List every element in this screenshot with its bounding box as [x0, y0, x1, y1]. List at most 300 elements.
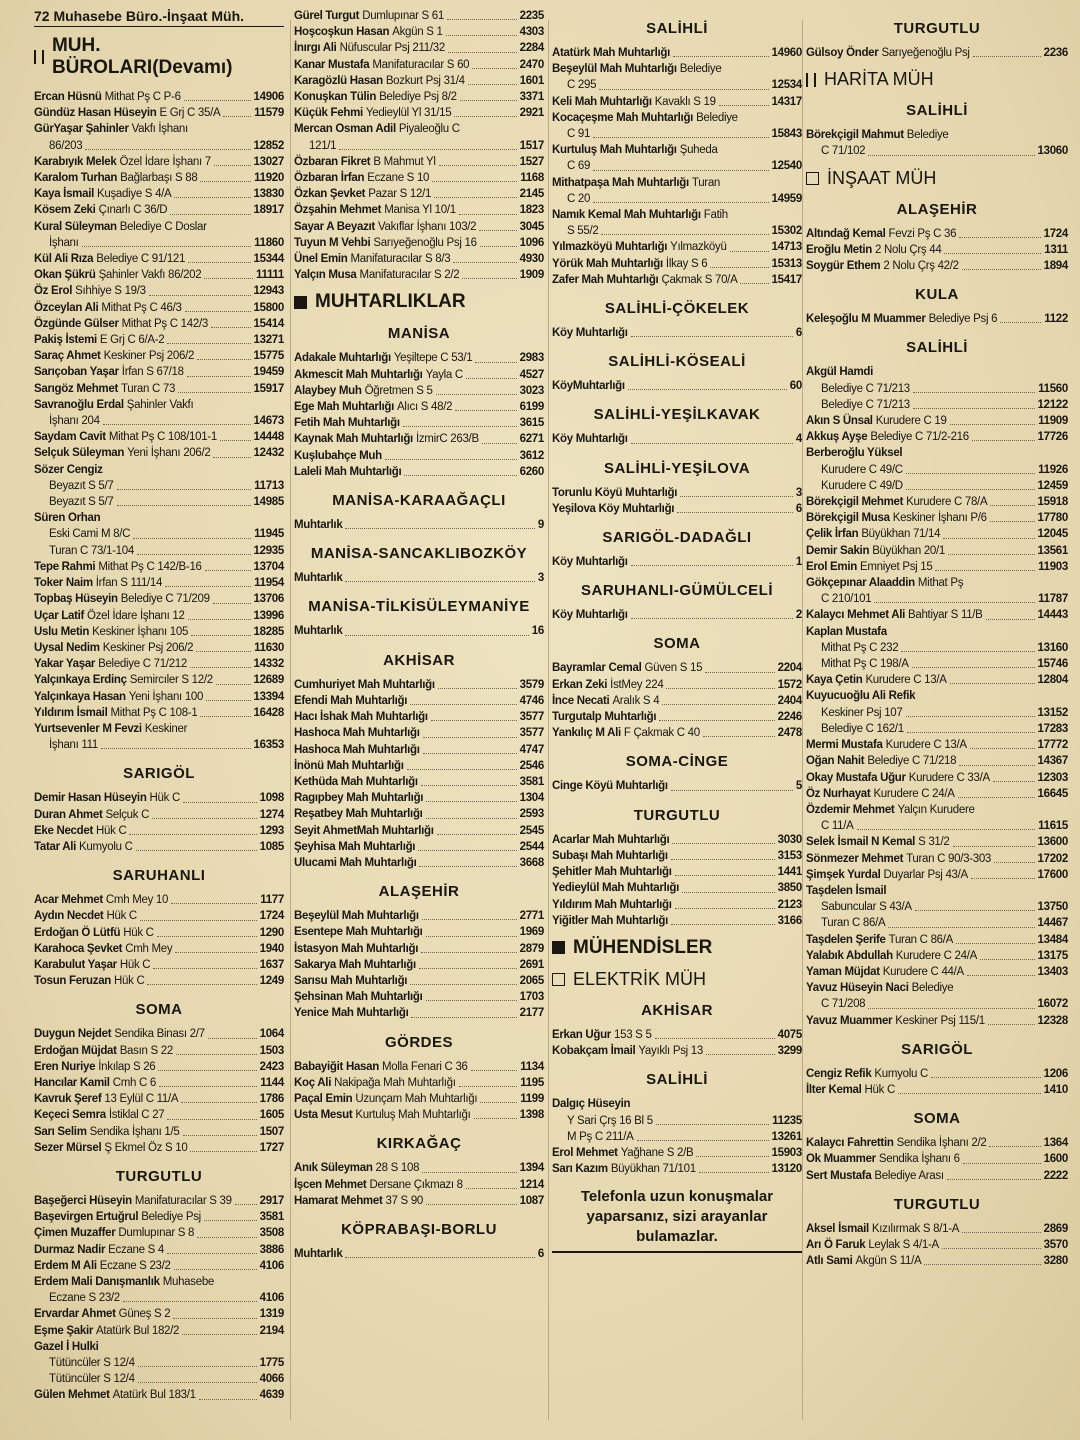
listing-phone: 3280: [1043, 1255, 1068, 1268]
leader-dots: [671, 859, 775, 860]
listing-address: Keskiner İşhanı P/6: [892, 512, 987, 525]
listing-row: [34, 251, 284, 267]
listing-phone: 3: [537, 572, 544, 585]
listing-row: [552, 709, 802, 725]
listing-name: Sezer Mürsel: [34, 1141, 102, 1154]
listing-phone: 4066: [259, 1373, 284, 1386]
leader-dots: [677, 512, 793, 513]
listing-phone: 1311: [1044, 243, 1068, 256]
listing-name: Laleli Mah Muhtarlığı: [294, 465, 402, 478]
listing-address: Kurudere C 44/A: [882, 965, 964, 978]
listing-address: Emniyet Psj 15: [859, 560, 933, 573]
listing-name: Hoşcoşkun Hasan: [294, 26, 390, 39]
listing-address: Kurudere C 13/A: [865, 674, 947, 687]
listing-phone: 13830: [253, 188, 284, 201]
listing-address: Tütüncüler S 12/4: [49, 1373, 135, 1386]
leader-dots: [426, 1204, 517, 1205]
listing-phone: 2145: [519, 188, 544, 201]
listing-row: [294, 1160, 544, 1176]
listing-address: S 55/2: [567, 225, 599, 238]
listing-phone: 14317: [771, 95, 802, 108]
listing-row: [34, 1225, 284, 1241]
listing-row: [294, 1107, 544, 1123]
leader-dots: [167, 343, 250, 344]
listing-row: [34, 689, 284, 705]
listing-row: [294, 219, 544, 235]
listing-row: [806, 948, 1068, 964]
leader-dots: [153, 968, 256, 969]
listing-address: Muhasebe: [162, 1276, 215, 1288]
listing-row: [294, 251, 544, 267]
leader-dots: [204, 1220, 257, 1221]
listing-address: Ş Ekmel Öz S 10: [104, 1141, 188, 1154]
listing-row: [34, 1242, 284, 1258]
listing-address: Kavaklı S 19: [654, 95, 716, 108]
listing-row: [34, 1140, 284, 1156]
listing-phone: 2691: [519, 958, 544, 971]
listing-address: Belediye C 71/212: [98, 658, 187, 671]
listing-name: Yiğitler Mah Muhtarlığı: [552, 914, 668, 927]
listing-phone: 11713: [254, 479, 284, 492]
listing-row: [806, 737, 1068, 753]
leader-dots: [438, 688, 517, 689]
listing-name: Konuşkan Tülin: [294, 91, 377, 104]
leader-dots: [947, 1179, 1041, 1180]
listing-address: 28 S 108: [375, 1162, 420, 1175]
listing-row: [294, 941, 544, 957]
listing-address: Kurudere C 49/C: [821, 463, 903, 476]
listing-name: Karalom Turhan: [34, 172, 118, 185]
listing-phone: 5: [795, 780, 802, 793]
listing-address: Atatürk Bul 183/1: [112, 1389, 196, 1402]
listing-address: Belediye Psj: [141, 1211, 201, 1224]
listing-row: [34, 1387, 284, 1403]
listing-name: Özdemir Mehmet: [806, 803, 895, 816]
leader-dots: [971, 878, 1035, 879]
listing-row: [552, 1129, 802, 1145]
city-heading: SOMA: [913, 1110, 961, 1128]
listing-phone: 13561: [1037, 544, 1068, 557]
listing-phone: 1503: [259, 1044, 284, 1057]
leader-dots: [906, 716, 1035, 717]
listing-name: Subaşı Mah Muhtarlığı: [552, 849, 668, 862]
city-heading: TURGUTLU: [633, 806, 721, 824]
listing-row: [294, 105, 544, 121]
listing-name: Reşatbey Mah Muhtarlığı: [294, 808, 423, 821]
listing-row: [34, 1124, 284, 1140]
listing-address: Sendika İşhanı 2/2: [896, 1137, 987, 1150]
listing-name: Hashoca Mah Muhtarlığı: [294, 727, 420, 740]
listing-row: [34, 478, 284, 494]
leader-dots: [200, 716, 250, 717]
leader-dots: [188, 619, 251, 620]
listing-name: Erdoğan Müjdat: [34, 1044, 117, 1057]
listing-phone: 2194: [259, 1324, 284, 1337]
leader-dots: [190, 667, 251, 668]
listing-name: Soygür Ethem: [806, 260, 881, 273]
listing-phone: 1195: [520, 1076, 544, 1089]
notice-line: bulamazlar.: [636, 1228, 718, 1246]
leader-dots: [197, 1237, 256, 1238]
leader-dots: [466, 1188, 517, 1189]
listing-name: Kurtuluş Mah Muhtarlığı: [552, 144, 677, 157]
listing-row: [806, 672, 1068, 688]
leader-dots: [404, 475, 516, 476]
listing-address: Uzunçam Mah Muhtarlığı: [355, 1092, 478, 1105]
listing-row: [806, 591, 1068, 607]
city-heading: SALİHLİ: [646, 20, 708, 37]
leader-dots: [913, 392, 1035, 393]
leader-dots: [970, 748, 1035, 749]
listing-phone: 16072: [1037, 998, 1068, 1011]
listing-name: Kural Süleyman: [34, 220, 117, 233]
listing-name: Yalçınkaya Hasan: [34, 690, 126, 703]
listing-name: Ragıpbey Mah Muhtarlığı: [294, 792, 424, 805]
listing-phone: 2545: [519, 824, 544, 837]
listing-phone: 1274: [259, 808, 284, 821]
leader-dots: [480, 1102, 517, 1103]
listing-name: Durmaz Nadir: [34, 1243, 106, 1256]
listing-row: [34, 807, 284, 823]
leader-dots: [434, 197, 517, 198]
listing-phone: 1909: [519, 269, 544, 282]
listing-name: Saydam Cavit: [34, 431, 106, 444]
listing-phone: 1085: [259, 840, 284, 853]
listing-phone: 2: [795, 609, 802, 622]
listing-row: [294, 774, 544, 790]
leader-dots: [901, 651, 1034, 652]
listing-row: [552, 848, 802, 864]
listing-row: [552, 239, 802, 255]
listing-address: İşhanı 204: [49, 415, 100, 428]
listing-row: [552, 897, 802, 913]
listing-phone: 12540: [771, 160, 802, 173]
listing-row: [552, 126, 802, 142]
listing-address: Bağlarbaşı S 88: [120, 172, 198, 185]
listing-address: İnkılap S 26: [98, 1060, 156, 1073]
section-heading-text: HARİTA MÜH: [824, 69, 934, 90]
listing-address: Turan C 73/1-104: [49, 544, 134, 557]
listing-phone: 17283: [1037, 722, 1068, 735]
listing-name: Kalaycı Mehmet Ali: [806, 609, 905, 622]
listing-row: [34, 235, 284, 251]
listing-phone: 13027: [253, 155, 284, 168]
listing-address: Yeni İşhanı 100: [128, 690, 204, 703]
listing-row: [552, 378, 802, 394]
leader-dots: [706, 1054, 775, 1055]
listing-name: Köy Muhtarlığı: [552, 609, 628, 622]
leader-dots: [216, 684, 251, 685]
listing-address: Cmh C 6: [112, 1076, 156, 1089]
listing-address: Belediye: [906, 129, 949, 142]
listing-phone: 3023: [519, 384, 544, 397]
listing-name: Oğan Nahit: [806, 755, 865, 768]
listing-address: Pazar S 12/1: [368, 188, 432, 201]
leader-dots: [888, 927, 1034, 928]
listing-name: Cumhuriyet Mah Muhtarlığı: [294, 678, 435, 691]
listing-address: Şahinler Vakfı 86/202: [98, 269, 202, 282]
leader-dots: [419, 968, 517, 969]
listing-name: Taşdelen Şerife: [806, 933, 886, 946]
listing-phone: 13120: [771, 1163, 802, 1176]
listing-address: Manifaturacılar S 39: [134, 1194, 232, 1207]
leader-dots: [655, 1038, 775, 1039]
listing-row: [34, 1306, 284, 1322]
leader-dots: [170, 214, 250, 215]
listing-address: Leylak S 4/1-A: [868, 1238, 939, 1251]
listing-address: C 11/A: [821, 820, 854, 833]
listing-phone: 2983: [519, 352, 544, 365]
listing-row: [294, 758, 544, 774]
listing-name: Topbaş Hüseyin: [34, 593, 118, 606]
leader-dots: [593, 170, 768, 171]
listing-row: [806, 964, 1068, 980]
listing-address: Eski Cami M 8/C: [49, 528, 131, 541]
listing-name: Muhtarlık: [294, 1247, 343, 1260]
listing-phone: 4075: [777, 1028, 802, 1041]
listing-address: Sarıyeğenoğlu Psj 16: [373, 236, 477, 249]
listing-address: Mithat Pş C P-6: [104, 91, 181, 103]
leader-dots: [474, 1118, 517, 1119]
listing-phone: 13750: [1037, 901, 1068, 914]
listing-row: [34, 1274, 284, 1290]
listing-phone: 11235: [772, 1114, 802, 1127]
listing-address: Mithat Pş C 142/3: [121, 317, 208, 330]
city-heading: AKHİSAR: [641, 1001, 713, 1019]
listing-address: Fevzi Pş C 36: [888, 227, 957, 240]
listing-phone: 11926: [1038, 463, 1068, 476]
listing-name: Börekçigil Mahmut: [806, 129, 904, 142]
listing-row: [806, 624, 1068, 640]
leader-dots: [345, 635, 528, 636]
listing-phone: 15843: [771, 128, 802, 141]
listing-address: İstiklal C 27: [108, 1109, 165, 1122]
listing-name: Sarıçoban Yaşar: [34, 366, 119, 379]
leader-dots: [931, 1077, 1041, 1078]
listing-phone: 18917: [253, 204, 284, 217]
listing-phone: 2470: [519, 58, 544, 71]
leader-dots: [482, 443, 517, 444]
listing-name: Muhtarlık: [294, 572, 343, 585]
listing-phone: 1969: [519, 926, 544, 939]
listing-row: [34, 202, 284, 218]
listing-row: [806, 1221, 1068, 1237]
listing-name: Şeyhisa Mah Muhtarlığı: [294, 840, 416, 853]
city-heading: SALİHLİ-ÇÖKELEK: [604, 300, 750, 318]
listing-phone: 6: [795, 327, 802, 340]
listing-phone: 12459: [1037, 479, 1068, 492]
listing-phone: 3615: [519, 417, 544, 430]
listing-row: [806, 1151, 1068, 1167]
listing-name: Karabıyık Melek: [34, 155, 117, 168]
leader-dots: [967, 975, 1035, 976]
listing-phone: 11630: [254, 641, 284, 654]
listing-name: Babayiğit Hasan: [294, 1060, 379, 1073]
listing-row: [34, 656, 284, 672]
listing-name: Ulucami Mah Muhtarlığı: [294, 856, 417, 869]
leader-dots: [459, 214, 517, 215]
listing-row: [294, 267, 544, 283]
leader-dots: [898, 1093, 1041, 1094]
leader-dots: [948, 554, 1035, 555]
leader-dots: [672, 843, 774, 844]
listing-phone: 1637: [259, 958, 284, 971]
listing-phone: 13484: [1037, 933, 1068, 946]
listing-row: [34, 908, 284, 924]
city-heading: TURGUTLU: [893, 20, 981, 37]
listing-phone: 2544: [519, 840, 544, 853]
listing-name: Sayar A Beyazıt: [294, 220, 375, 233]
leader-dots: [213, 603, 251, 604]
column-divider: [548, 20, 549, 1420]
listing-phone: 1517: [519, 139, 544, 152]
listing-address: Keskiner İşhanı 105: [92, 625, 189, 638]
leader-dots: [403, 426, 517, 427]
leader-dots: [190, 1151, 256, 1152]
listing-phone: 1605: [259, 1109, 284, 1122]
listing-phone: 1364: [1043, 1137, 1068, 1150]
listing-address: Basın S 22: [119, 1044, 173, 1057]
listing-address: F Çakmak C 40: [623, 727, 700, 740]
column-divider: [290, 20, 291, 1420]
listing-row: [552, 864, 802, 880]
listing-name: Sözer Cengiz: [34, 463, 103, 476]
leader-dots: [962, 269, 1041, 270]
leader-dots: [950, 424, 1036, 425]
listing-row: [294, 790, 544, 806]
listing-phone: 6260: [519, 465, 544, 478]
leader-dots: [973, 56, 1041, 57]
listing-name: Çimen Muzaffer: [34, 1227, 116, 1240]
listing-phone: 1940: [259, 942, 284, 955]
listing-name: Kuşlubahçe Muh: [294, 449, 382, 462]
listing-row: [806, 127, 1068, 143]
listing-row: [294, 40, 544, 56]
bracket-icon: [34, 50, 44, 64]
listing-phone: 11787: [1038, 593, 1068, 606]
leader-dots: [719, 105, 769, 106]
listing-address: Beyazıt S 5/7: [49, 479, 114, 492]
listing-phone: 17772: [1037, 739, 1068, 752]
leader-dots: [214, 165, 251, 166]
listing-row: [806, 851, 1068, 867]
listing-phone: 3045: [519, 220, 544, 233]
listing-row: [34, 170, 284, 186]
listing-address: Turan: [691, 176, 721, 189]
listing-row: [294, 1246, 544, 1262]
listing-row: [806, 721, 1068, 737]
listing-row: [806, 526, 1068, 542]
listing-row: [294, 806, 544, 822]
listing-row: [294, 1059, 544, 1075]
listing-name: Erol Emin: [806, 560, 857, 573]
listing-row: [552, 325, 802, 341]
leader-dots: [935, 570, 1035, 571]
listing-address: 86/203: [49, 139, 83, 152]
leader-dots: [710, 267, 768, 268]
listing-phone: 12432: [253, 447, 284, 460]
listing-name: Okan Şükrü: [34, 269, 96, 282]
listing-name: Yurtsevenler M Fevzi: [34, 722, 142, 735]
listing-address: Kurudere C 13/A: [885, 739, 967, 752]
listing-row: [552, 554, 802, 570]
leader-dots: [599, 89, 768, 90]
listing-address: C 91: [567, 128, 591, 141]
leader-dots: [339, 149, 516, 150]
listing-address: Hük C: [119, 958, 151, 971]
listing-name: Yalçın Musa: [294, 269, 357, 282]
leader-dots: [448, 52, 517, 53]
listing-name: Esentepe Mah Muhtarlığı: [294, 926, 423, 939]
listing-row: [552, 660, 802, 676]
listing-row: [552, 1027, 802, 1043]
listing-phone: 14906: [253, 91, 284, 103]
listing-name: Yıldırım Mah Muhtarlığı: [552, 898, 672, 911]
listing-phone: 1724: [259, 910, 284, 923]
listing-phone: 2869: [1043, 1222, 1068, 1235]
leader-dots: [455, 410, 516, 411]
listing-address: Sıhhiye S 19/3: [75, 285, 146, 298]
listing-row: [34, 1258, 284, 1274]
listing-address: Keskiner: [144, 722, 188, 735]
listing-row: [806, 381, 1068, 397]
listing-address: Güven S 15: [644, 662, 703, 675]
listing-address: Sendika İşhanı 6: [878, 1153, 960, 1166]
section-heading: [552, 937, 802, 959]
listing-name: Eren Nuriye: [34, 1060, 96, 1073]
listing-phone: 1527: [519, 155, 544, 168]
listing-phone: 15313: [771, 257, 802, 270]
listing-name: Gülsoy Önder: [806, 47, 879, 59]
listing-name: Paçal Emin: [294, 1092, 353, 1105]
listing-name: Yankılıç M Ali: [552, 727, 621, 740]
section-heading-text: MUH. BÜROLARI(Devamı): [51, 35, 233, 78]
leader-dots: [422, 1172, 516, 1173]
listing-phone: 3299: [777, 1045, 802, 1058]
listing-name: Muhtarlık: [294, 625, 343, 638]
listing-row: [806, 753, 1068, 769]
listing-address: Keskiner Psj 206/2: [102, 641, 194, 654]
listing-row: [806, 915, 1068, 931]
listing-phone: 2771: [519, 910, 544, 923]
leader-dots: [123, 1301, 257, 1302]
listing-row: [34, 1290, 284, 1306]
leader-dots: [410, 704, 516, 705]
listing-name: Torunlu Köyü Muhtarlığı: [552, 486, 678, 499]
listing-address: Dersane Çıkmazı 8: [369, 1178, 463, 1191]
listing-phone: 1823: [519, 204, 544, 217]
leader-dots: [213, 457, 250, 458]
section-heading-text: MÜHENDİSLER: [573, 936, 713, 958]
listing-phone: 14367: [1037, 755, 1068, 768]
leader-dots: [972, 440, 1035, 441]
listing-address: Mithat Pş C 108/101-1: [108, 431, 217, 444]
leader-dots: [942, 1248, 1041, 1249]
listing-phone: 16645: [1037, 787, 1068, 800]
listing-phone: 3166: [777, 914, 802, 927]
listing-phone: 12943: [253, 285, 284, 298]
listing-name: Kuyucuoğlu Ali Refik: [806, 690, 916, 703]
leader-dots: [208, 1038, 257, 1039]
listing-phone: 3153: [777, 849, 802, 862]
listing-phone: 1319: [259, 1308, 284, 1321]
leader-dots: [422, 919, 517, 920]
listing-address: İlkay S 6: [665, 257, 708, 270]
listing-phone: 13704: [253, 560, 284, 573]
listing-row: [806, 607, 1068, 623]
leader-dots: [196, 651, 251, 652]
listing-phone: 1601: [519, 74, 544, 87]
